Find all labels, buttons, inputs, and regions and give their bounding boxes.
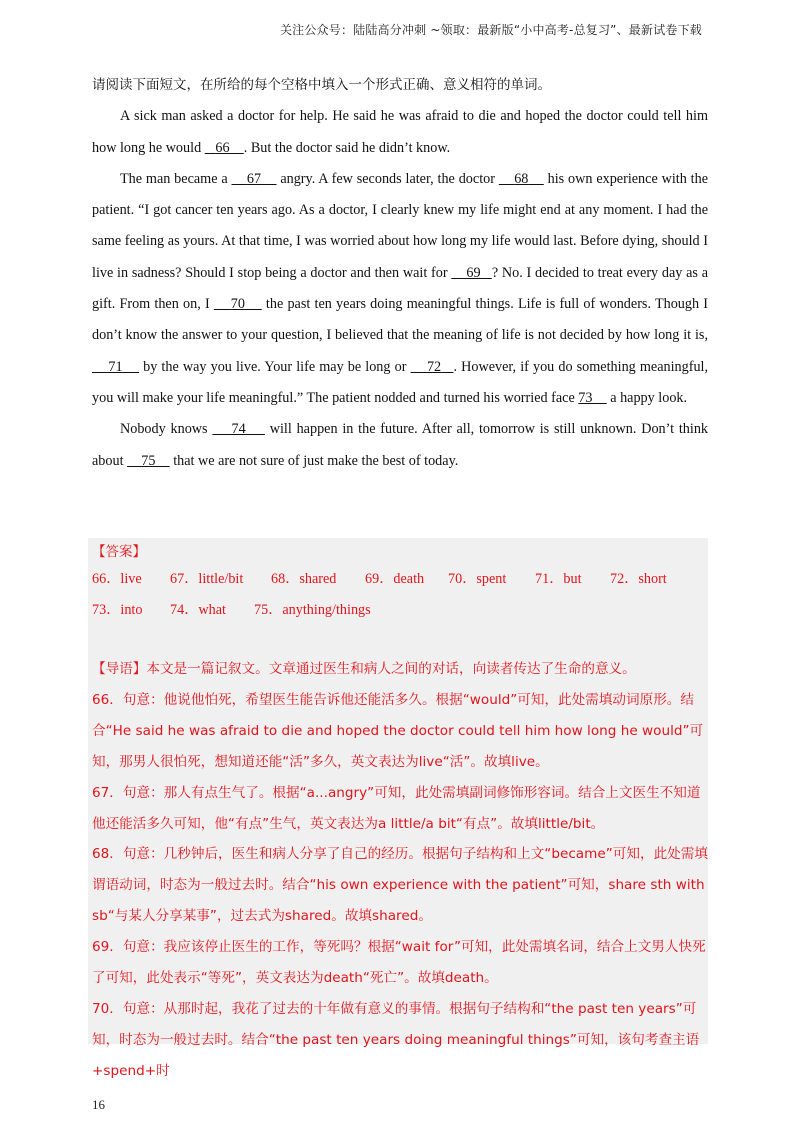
- explanation-intro: 【导语】本文是一篇记叙文。文章通过医生和病人之间的对话，向读者传达了生命的意义。: [92, 661, 636, 677]
- blank-66: 66: [215, 139, 230, 156]
- answer-71: 71．but: [535, 571, 582, 587]
- blank-74: 74: [231, 421, 246, 438]
- blank-69: 69: [466, 264, 481, 281]
- blank-73: 73: [578, 389, 593, 406]
- explanation-66: 66．句意：他说他怕死，希望医生能告诉他还能活多久。根据“would”可知，此处需填动词原形。结合“He said he was afraid to die and hoped the doctor could tell him how long he would”可知，那男人很怕死，想知道还能“活”多久，英文表达为live“活”。故填live。: [92, 691, 704, 770]
- cloze-passage: [92, 70, 708, 477]
- explanations: [92, 654, 708, 1087]
- paragraph-3: Nobody knows 74 will happen in the future. After all, tomorrow is still unknown. Don’t think about 75 that we are not sure of just make the best of today.: [92, 421, 709, 469]
- blank-68: 68: [514, 170, 529, 187]
- answer-72: 72．short: [610, 571, 667, 587]
- instructions: 请阅读下面短文，在所给的每个空格中填入一个形式正确、意义相符的单词。: [92, 77, 551, 93]
- blank-71: 71: [108, 358, 123, 375]
- page-header: 关注公众号：陆陆高分冲刺 ~领取：最新版“小中高考-总复习”、最新试卷下载: [279, 23, 702, 37]
- page-number: 16: [92, 1097, 105, 1112]
- explanation-68: 68．句意：几秒钟后，医生和病人分享了自己的经历。根据句子结构和上文“became”可知，此处需填谓语动词，时态为一般过去时。结合“his own experience with the patient”可知，share sth with sb“与某人分享某事”，过去式为shared。故填shared。: [92, 846, 708, 925]
- explanation-67: 67．句意：那人有点生气了。根据“a...angry”可知，此处需填副词修饰形容词。结合上文医生不知道他还能活多久可知，他“有点”生气，英文表达为a little/a bit“有点”。故填little/bit。: [92, 784, 701, 832]
- paragraph-1: A sick man asked a doctor for help. He said he was afraid to die and hoped the doctor could tell him how long he would 66 . But the doctor said he didn’t know.: [92, 108, 708, 156]
- blank-67: 67: [246, 170, 262, 187]
- answer-66: 66．live: [92, 571, 142, 587]
- blank-70: 70: [230, 296, 245, 313]
- answer-73: 73．into: [92, 602, 143, 618]
- answer-75: 75．anything/things: [254, 602, 371, 618]
- answer-69: 69．death: [365, 571, 425, 587]
- answer-70: 70．spent: [448, 571, 507, 587]
- answer-68: 68．shared: [271, 571, 337, 587]
- answer-67: 67．little/bit: [170, 571, 244, 587]
- blank-72: 72: [426, 358, 442, 375]
- answer-row-1: [92, 568, 667, 588]
- paragraph-2: The man became a 67 angry. A few seconds later, the doctor 68 his own experience with the patient. “I got cancer ten years ago. As a doctor, I clearly knew my life might end at any moment. I had the same feeling as yours. At that time, I was worried about how long my life would last. Before dying, should I live in sadness? Should I stop being a doctor and then wait for 69 ? No. I decided to treat every day as a gift. From then on, I 70 the past ten years doing meaningful things. Life is full of wonders. Though I don’t know the answer to your question, I believed that the meaning of life is not decided by how long it is, 71 by the way you live. Your life may be long or 72 . However, if you do something meaningful, you will make your life meaningful.” The patient nodded and turned his worried face 73 a happy look.: [92, 170, 709, 406]
- explanation-69: 69．句意：我应该停止医生的工作，等死吗？根据“wait for”可知，此处需填名词，结合上文男人快死了可知，此处表示“等死”，英文表达为death“死亡”。故填death。: [92, 939, 706, 987]
- answer-row-2: [92, 599, 371, 619]
- explanation-70: 70．句意：从那时起，我花了过去的十年做有意义的事情。根据句子结构和“the past ten years”可知，时态为一般过去时。结合“the past ten years doing meaningful things”可知，该句考查主语+spend+时: [92, 1000, 700, 1079]
- answer-title: 【答案】: [92, 544, 146, 560]
- blank-75: 75: [141, 452, 156, 469]
- answer-74: 74．what: [170, 602, 226, 618]
